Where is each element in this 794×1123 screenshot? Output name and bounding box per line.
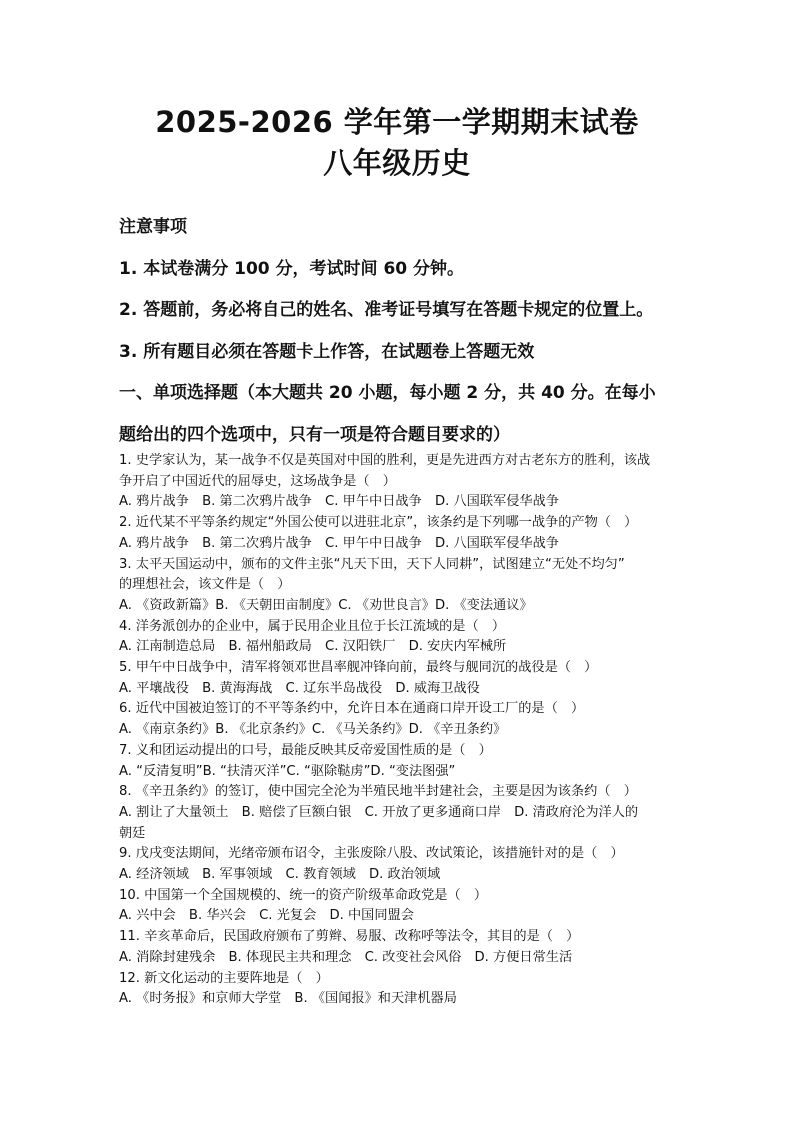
section-heading: 一、单项选择题（本大题共 20 小题，每小题 2 分，共 40 分。在每小 [119,383,656,403]
answer-options: A. 鸦片战争 B. 第二次鸦片战争 C. 甲午中日战争 D. 八国联军侵华战争 [119,535,559,551]
answer-options: A. 消除封建残余 B. 体现民主共和理念 C. 改变社会风俗 D. 方便日常生活 [119,949,573,965]
answer-options: A. “反清复明”B. “扶清灭洋”C. “驱除鞑虏”D. “变法图强” [119,763,456,779]
question-text: 9. 戊戌变法期间，光绪帝颁布诏令，主张废除八股、改试策论，该措施针对的是（ ） [119,846,624,862]
question-text: 2. 近代某不平等条约规定“外国公使可以进驻北京”，该条约是下列哪一战争的产物（ ） [119,515,638,531]
answer-options: A. 经济领域 B. 军事领域 C. 教育领域 D. 政治领域 [119,867,441,882]
question-text: 7. 义和团运动提出的口号，最能反映其反帝爱国性质的是（ ） [119,742,492,758]
answer-options: A. 江南制造总局 B. 福州船政局 C. 汉阳铁厂 D. 安庆内军械所 [119,639,507,655]
notice-item: 1. 本试卷满分 100 分，考试时间 60 分钟。 [119,259,465,279]
question-text: 1. 史学家认为，某一战争不仅是英国对中国的胜利，更是先进西方对古老东方的胜利，该战 [119,453,651,468]
answer-options: A. 鸦片战争 B. 第二次鸦片战争 C. 甲午中日战争 D. 八国联军侵华战争 [119,494,559,510]
question-text: 3. 太平天国运动中，颁布的文件主张“凡天下田，天下人同耕”，试图建立“无处不均匀” [119,556,625,572]
question-text: 争开启了中国近代的屈辱史，这场战争是（ ） [119,473,396,489]
question-text: 11. 辛亥革命后，民国政府颁布了剪辫、易服、改称呼等法令，其目的是（ ） [119,929,580,945]
question-text: 朝廷 [119,825,146,841]
notice-heading: 注意事项 [119,217,187,237]
answer-options: A. 《资政新篇》B. 《天朝田亩制度》C. 《劝世良言》D. 《变法通议》 [119,597,533,613]
question-text: 5. 甲午中日战争中，清军将领邓世昌率舰冲锋向前，最终与舰同沉的战役是（ ） [119,660,598,675]
section-heading-cont: 题给出的四个选项中，只有一项是符合题目要求的） [119,425,510,445]
notice-item: 3. 所有题目必须在答题卡上作答，在试题卷上答题无效 [119,342,535,362]
question-text: 8. 《辛丑条约》的签订，使中国完全沦为半殖民地半封建社会，主要是因为该条约（ ） [119,784,637,800]
page-title: 2025-2026 学年第一学期期末试卷 [155,105,639,139]
question-text: 12. 新文化运动的主要阵地是（ ） [119,970,329,986]
question-text: 10. 中国第一个全国规模的、统一的资产阶级革命政党是（ ） [119,887,488,903]
answer-options: A. 割让了大量领土 B. 赔偿了巨额白银 C. 开放了更多通商口岸 D. 清政府沦为洋人的 [119,804,639,820]
answer-options: A. 《南京条约》B. 《北京条约》C. 《马关条约》D. 《辛丑条约》 [119,722,507,738]
question-text: 4. 洋务派创办的企业中，属于民用企业且位于长江流域的是（ ） [119,618,506,634]
notice-item: 2. 答题前，务必将自己的姓名、准考证号填写在答题卡规定的位置上。 [119,300,654,320]
answer-options: A. 平壤战役 B. 黄海海战 C. 辽东半岛战役 D. 威海卫战役 [119,680,480,696]
question-text: 的理想社会，该文件是（ ） [119,577,291,593]
answer-options: A. 兴中会 B. 华兴会 C. 光复会 D. 中国同盟会 [119,908,414,924]
question-text: 6. 近代中国被迫签订的不平等条约中，允许日本在通商口岸开设工厂的是（ ） [119,701,585,717]
answer-options: A. 《时务报》和京师大学堂 B. 《国闻报》和天津机器局 [119,991,457,1007]
page-subtitle: 八年级历史 [323,146,471,180]
